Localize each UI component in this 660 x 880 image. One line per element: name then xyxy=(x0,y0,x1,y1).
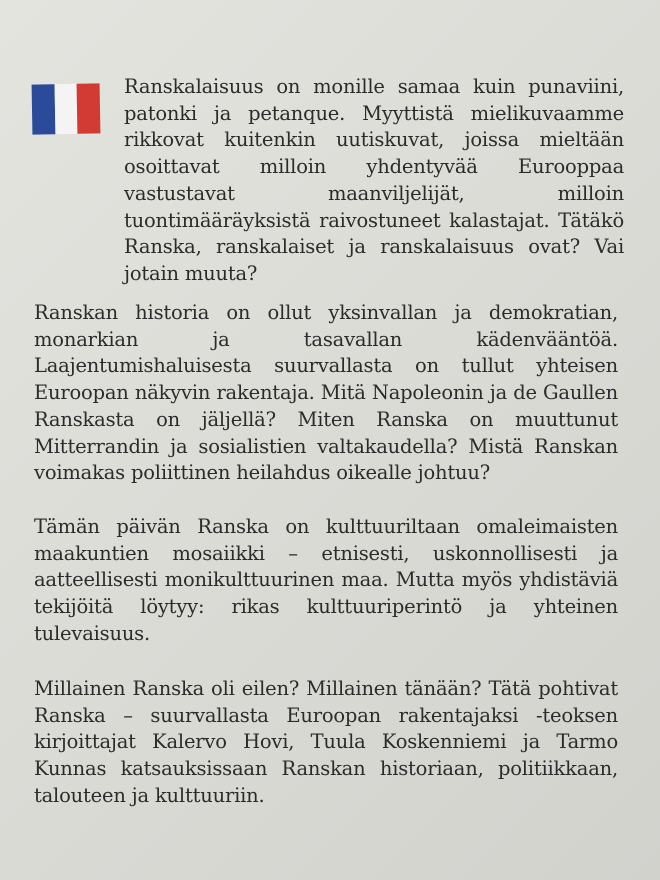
paragraph-culture: Tämän päivän Ranska on kulttuuriltaan omaleimaisten maakuntien mosaiikki – etnisesti, uskonnollisesti ja aatteellisesti monikulttuurinen maa. Mutta myös yhdistäviä tekijöitä löytyy: rikas kulttuuriperintö ja yhteinen tulevaisuus. xyxy=(34,515,618,645)
flag-stripe-blue xyxy=(32,84,56,134)
flag-stripe-red xyxy=(77,83,101,133)
paragraph-intro: Ranskalaisuus on monille samaa kuin punaviini, patonki ja petanque. Myyttistä mielikuvaamme rikkovat kuitenkin uutiskuvat, joissa mieltään osoittavat milloin yhdentyvää Eurooppaa vastustavat maanviljelijät, milloin tuontimääräyksistä raivostuneet kalastajat. Tätäkö Ranska, ranskalaiset ja ranskalaisuus ovat? Vai jotain muuta? xyxy=(124,75,624,285)
french-flag-icon xyxy=(32,83,101,134)
paragraph-history: Ranskan historia on ollut yksinvallan ja demokratian, monarkian ja tasavallan kädenvääntöä. Laajentumishaluisesta suurvallasta on tullut yhteisen Euroopan näkyvin rakentaja. Mitä Napoleonin ja de Gaullen Ranskasta on jäljellä? Miten Ranska on muuttunut Mitterrandin ja sosialistien valtakaudella? Mistä Ranskan voimakas poliittinen heilahdus oikealle johtuu? xyxy=(34,301,618,485)
flag-stripe-white xyxy=(54,84,78,134)
paragraph-authors: Millainen Ranska oli eilen? Millainen tänään? Tätä pohtivat Ranska – suurvallasta Euroopan rakentajaksi -teoksen kirjoittajat Kalervo Hovi, Tuula Koskenniemi ja Tarmo Kunnas katsauksissaan Ranskan historiaan, politiikkaan, talouteen ja kulttuuriin. xyxy=(34,677,618,807)
